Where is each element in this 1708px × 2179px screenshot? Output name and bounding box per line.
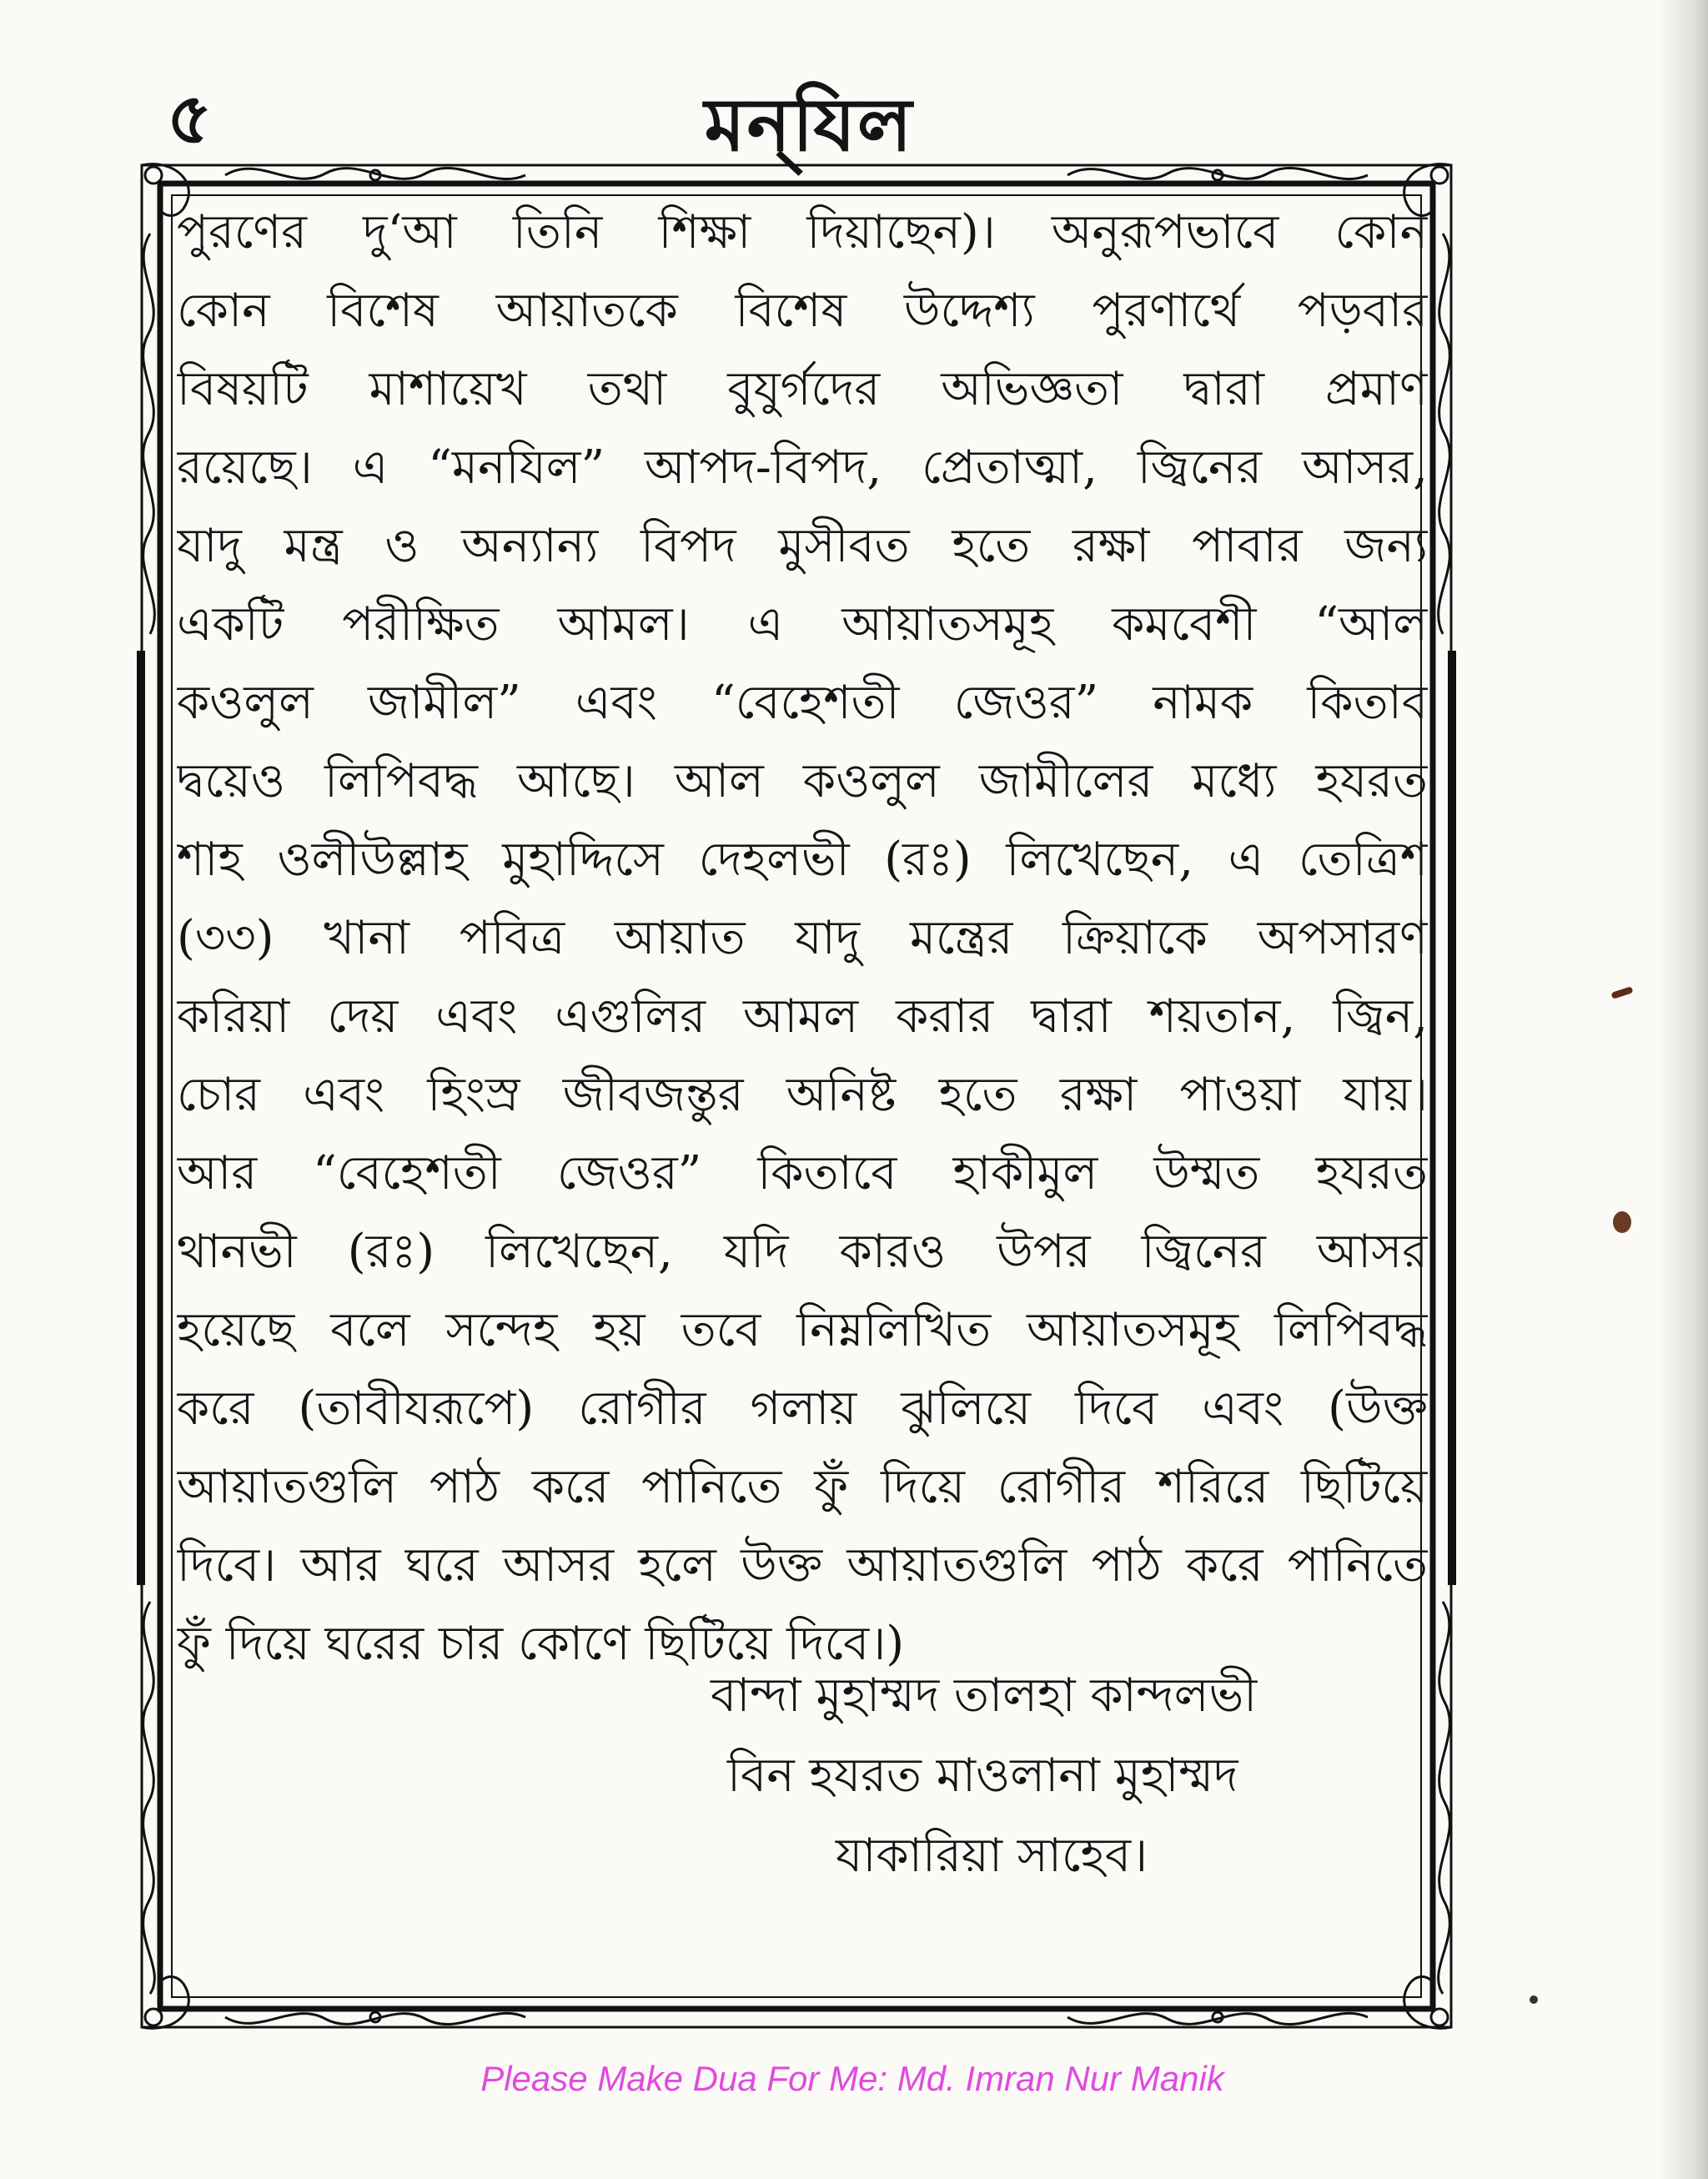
body-line: পুরণের দু‘আ তিনি শিক্ষা দিয়াছেন)। অনুরূপভাবে কোন bbox=[177, 205, 1428, 259]
page-number: ৫ bbox=[167, 77, 213, 159]
corner-ornament-bottom-left bbox=[142, 1977, 188, 2029]
body-line: দ্বয়েও লিপিবদ্ধ আছে। আল কওলুল জামীলের মধ্যে হযরত bbox=[177, 754, 1428, 808]
signature-line: বান্দা মুহাম্মদ তালহা কান্দলভী bbox=[711, 1668, 1258, 1723]
body-line: হয়েছে বলে সন্দেহ হয় তবে নিম্নলিখিত আয়াতসমূহ লিপিবদ্ধ bbox=[177, 1303, 1428, 1357]
body-line: করে (তাবীযরূপে) রোগীর গলায় ঝুলিয়ে দিবে এবং (উক্ত bbox=[177, 1381, 1428, 1436]
page-edge-shadow bbox=[1658, 0, 1708, 2179]
signature-block bbox=[177, 1656, 1428, 1896]
footer-credit bbox=[0, 2059, 1708, 2099]
top-scroll-ornament bbox=[225, 168, 1368, 180]
signature-line: বিন হযরত মাওলানা মুহাম্মদ bbox=[727, 1749, 1238, 1803]
body-line: আর “বেহেশতী জেওর” কিতাবে হাকীমুল উম্মত হযরত bbox=[177, 1146, 1428, 1200]
footer-credit-text: Please Make Dua For Me: Md. Imran Nur Manik bbox=[480, 2059, 1224, 2098]
body-line: থানভী (রঃ) লিখেছেন, যদি কারও উপর জ্বিনের আসর bbox=[177, 1225, 1428, 1279]
signature-line: যাকারিয়া সাহেব। bbox=[836, 1829, 1148, 1883]
body-line: যাদু মন্ত্র ও অন্যান্য বিপদ মুসীবত হতে রক্ষা পাবার জন্য bbox=[177, 519, 1428, 573]
dust-dot bbox=[1530, 1995, 1538, 2004]
corner-ornament-bottom-right bbox=[1404, 1977, 1451, 2029]
body-line: চোর এবং হিংস্র জীবজন্তুর অনিষ্ট হতে রক্ষা পাওয়া যায়। bbox=[177, 1068, 1428, 1122]
body-line: শাহ ওলীউল্লাহ মুহাদ্দিসে দেহলভী (রঃ) লিখেছেন, এ তেত্রিশ bbox=[177, 833, 1428, 887]
ink-mark bbox=[1610, 986, 1633, 999]
body-line: ফুঁ দিয়ে ঘরের চার কোণে ছিটিয়ে দিবে।) bbox=[177, 1617, 905, 1671]
page-title: মন্‌যিল bbox=[704, 81, 914, 168]
body-line: আয়াতগুলি পাঠ করে পানিতে ফুঁ দিয়ে রোগীর শরিরে ছিটিয়ে bbox=[177, 1460, 1428, 1514]
body-line: একটি পরীক্ষিত আমল। এ আয়াতসমূহ কমবেশী “আল bbox=[177, 597, 1428, 652]
body-line: রয়েছে। এ “মনযিল” আপদ-বিপদ, প্রেতাত্মা, জ্বিনের আসর, bbox=[177, 440, 1428, 495]
body-line: কোন বিশেষ আয়াতকে বিশেষ উদ্দেশ্য পুরণার্থে পড়বার bbox=[177, 284, 1428, 338]
ink-spot bbox=[1613, 1211, 1631, 1233]
body-line: (৩৩) খানা পবিত্র আয়াত যাদু মন্ত্রের ক্রিয়াকে অপসারণ bbox=[177, 911, 1428, 965]
body-line: দিবে। আর ঘরে আসর হলে উক্ত আয়াতগুলি পাঠ করে পানিতে bbox=[177, 1538, 1428, 1593]
body-line: করিয়া দেয় এবং এগুলির আমল করার দ্বারা শয়তান, জ্বিন, bbox=[177, 989, 1428, 1044]
body-line: বিষয়টি মাশায়েখ তথা বুযুর্গদের অভিজ্ঞতা দ্বারা প্রমাণ bbox=[177, 362, 1428, 416]
bottom-scroll-ornament bbox=[225, 2012, 1368, 2025]
body-line: কওলুল জামীল” এবং “বেহেশতী জেওর” নামক কিতাব bbox=[177, 676, 1428, 730]
body-text bbox=[177, 194, 1428, 1683]
